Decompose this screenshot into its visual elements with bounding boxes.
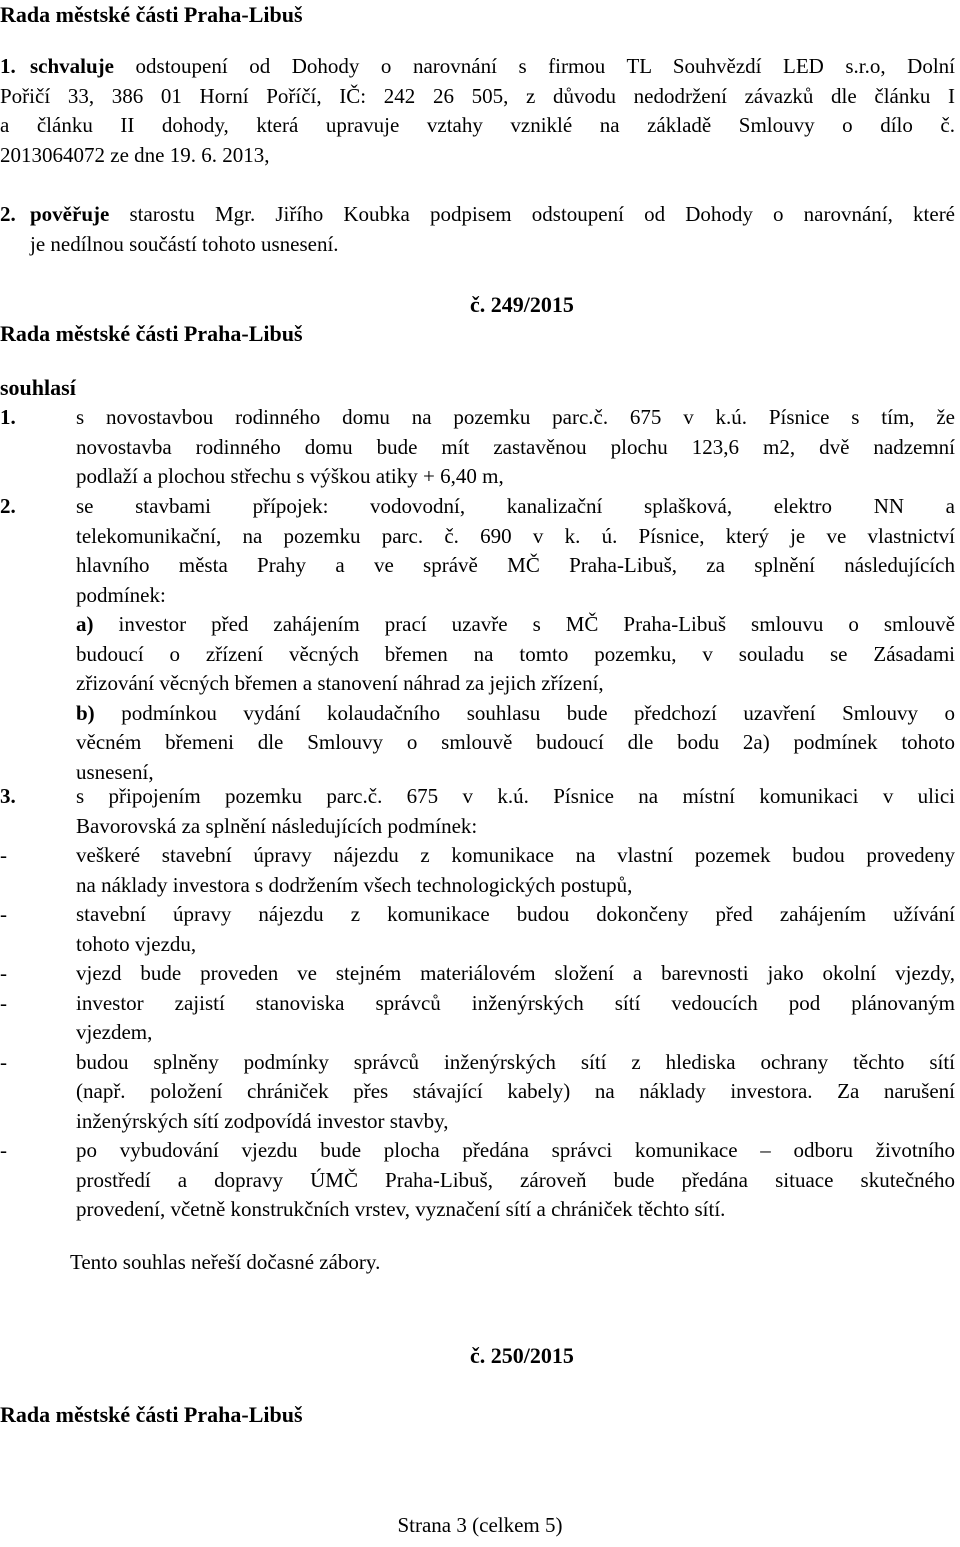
item-number: 1. — [0, 405, 16, 429]
condition-label: a) — [76, 612, 94, 636]
bullet-item — [0, 989, 955, 1048]
text-line: zřizování věcných břemen a stanovení náhrad za jejich zřízení, — [76, 671, 604, 695]
item-number: 2. — [0, 494, 16, 518]
bullet-item — [0, 1048, 955, 1137]
verb-authorize: pověřuje — [30, 202, 110, 226]
text-line: hlavního města Prahy a ve správě MČ Praha-Libuš, za splnění následujících — [76, 553, 955, 577]
bullet-dash: - — [0, 902, 7, 926]
text-line: novostavba rodinného domu bude mít zastavěnou plochu 123,6 m2, dvě nadzemní — [76, 434, 955, 459]
text-line: tohoto vjezdu, — [76, 931, 197, 956]
text-line: 2013064072 ze dne 19. 6. 2013, — [0, 142, 270, 167]
resolution-number: č. 250/2015 — [470, 1343, 574, 1368]
condition-label: b) — [76, 700, 95, 725]
text-line: inženýrských sítí zodpovídá investor stavby, — [76, 1108, 449, 1133]
condition-b: b) podmínkou vydání kolaudačního souhlasu bude předchozí uzavření Smlouvy o — [76, 700, 955, 725]
verb-approve: schvaluje — [30, 54, 114, 78]
note-text: Tento souhlas neřeší dočasné zábory. — [70, 1250, 381, 1274]
page-footer: Strana 3 (celkem 5) — [397, 1513, 563, 1537]
resolution-number: č. 249/2015 — [470, 292, 574, 317]
resolution-item-2 — [0, 492, 955, 787]
council-heading: Rada městské části Praha-Libuš — [0, 321, 303, 346]
resolution-item-1 — [0, 403, 955, 492]
text-line: Pořičí 33, 386 01 Horní Poříčí, IČ: 242 26 505, z důvodu nedodržení závazků dle článku I — [0, 83, 955, 108]
text-line: na náklady investora s dodržením všech technologických postupů, — [76, 872, 633, 897]
text-line: pověřuje starostu Mgr. Jiřího Koubka podpisem odstoupení od Dohody o narovnání, které — [30, 202, 955, 226]
bullet-item — [0, 1136, 955, 1225]
text-line: podlaží a plochou střechu s výškou atiky + 6,40 m, — [76, 464, 504, 488]
verb-agree: souhlasí — [0, 375, 76, 400]
bullet-dash: - — [0, 1049, 7, 1074]
item-number: 1. — [0, 54, 16, 78]
item-number: 2. — [0, 202, 16, 226]
text-line: budoucí o zřízení věcných břemen na tomto pozemku, v souladu se Zásadami — [76, 641, 955, 666]
text-line: budou splněny podmínky správců inženýrských sítí z hlediska ochrany těchto sítí — [76, 1049, 955, 1074]
bullet-dash: - — [0, 961, 7, 985]
text-line: stavební úpravy nájezdu z komunikace budou dokončeny před zahájením užívání — [76, 902, 955, 926]
resolution-item-1 — [0, 52, 955, 167]
text-line: usnesení, — [76, 759, 154, 784]
text-line: s novostavbou rodinného domu na pozemku parc.č. 675 v k.ú. Písnice s tím, že — [76, 405, 955, 429]
text-line: s připojením pozemku parc.č. 675 v k.ú. Písnice na místní komunikaci v ulici — [76, 784, 955, 808]
condition-a: a) investor před zahájením prací uzavře s MČ Praha-Libuš smlouvu o smlouvě — [76, 612, 955, 636]
text-line: (např. položení chrániček přes stávající kabely) na náklady investora. Za narušení — [76, 1079, 955, 1103]
text-line: vjezd bude proveden ve stejném materiálovém složení a barevnosti jako okolní vjezdy, — [76, 961, 955, 985]
text-line: se stavbami přípojek: vodovodní, kanalizační splašková, elektro NN a — [76, 494, 955, 518]
text-line: věcném břemeni dle Smlouvy o smlouvě budoucí dle bodu 2a) podmínek tohoto — [76, 730, 955, 754]
text-line: po vybudování vjezdu bude plocha předána správci komunikace – odboru životního — [76, 1138, 955, 1162]
text-line: schvaluje odstoupení od Dohody o narovnání s firmou TL Souhvězdí LED s.r.o, Dolní — [30, 54, 955, 78]
text-line: provedení, včetně konstrukčních vrstev, vyznačení sítí a chrániček těchto sítí. — [76, 1197, 726, 1221]
text-line: a článku II dohody, která upravuje vztahy vzniklé na základě Smlouvy o dílo č. — [0, 113, 955, 137]
bullet-item — [0, 841, 955, 900]
council-heading: Rada městské části Praha-Libuš — [0, 1402, 303, 1427]
text-line: veškeré stavební úpravy nájezdu z komunikace na vlastní pozemek budou provedeny — [76, 843, 955, 867]
text-line: je nedílnou součástí tohoto usnesení. — [30, 231, 339, 256]
item-number: 3. — [0, 784, 16, 808]
council-heading: Rada městské části Praha-Libuš — [0, 2, 303, 27]
text-line: vjezdem, — [76, 1020, 153, 1044]
text-line: telekomunikační, na pozemku parc. č. 690 v k. ú. Písnice, který je ve vlastnictví — [76, 523, 955, 548]
resolution-item-3 — [0, 782, 955, 841]
bullet-item — [0, 900, 955, 959]
text-line: prostředí a dopravy ÚMČ Praha-Libuš, zároveň bude předána situace skutečného — [76, 1167, 955, 1192]
resolution-item-2 — [0, 200, 955, 259]
bullet-dash: - — [0, 1138, 7, 1162]
bullet-dash: - — [0, 843, 7, 867]
text-line: podmínek: — [76, 582, 166, 607]
bullet-dash: - — [0, 990, 7, 1015]
text-line: Bavorovská za splnění následujících podmínek: — [76, 813, 478, 838]
bullet-list — [0, 841, 955, 1225]
bullet-item — [0, 959, 955, 989]
text-line: investor zajistí stanoviska správců inženýrských sítí vedoucích pod plánovaným — [76, 990, 955, 1015]
